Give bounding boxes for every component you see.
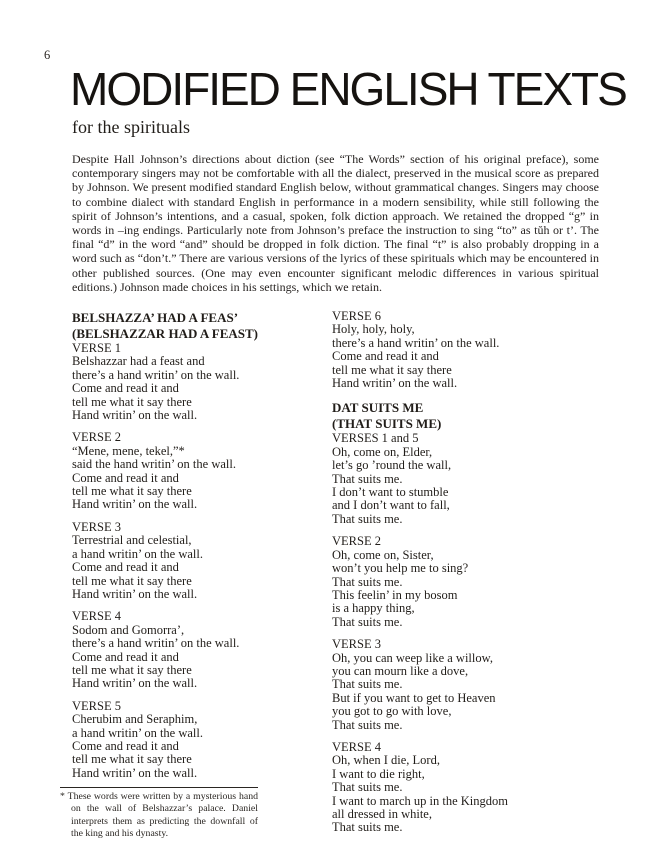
page-number: 6 — [44, 48, 51, 62]
verse-label: VERSE 3 — [332, 637, 381, 652]
lyric-line: That suits me. — [332, 677, 403, 692]
lyric-line: That suits me. — [332, 511, 403, 526]
lyric-line: That suits me. — [332, 717, 403, 732]
lyric-line: I want to march up in the Kingdom — [332, 793, 509, 808]
lyric-line: all dressed in white, — [332, 807, 432, 821]
song-title-line: (BELSHAZZAR HAD A FEAST) — [72, 326, 259, 341]
verse-label: VERSE 4 — [332, 739, 381, 754]
lyric-line: a hand writin’ on the wall. — [72, 725, 203, 740]
lyrics-column-right — [332, 310, 604, 840]
lyric-line: Oh, come on, Elder, — [332, 444, 433, 459]
intro-paragraph: Despite Hall Johnson’s directions about diction (see “The Words” section of his original preface), some contemporary singers may not be comfortable with all the dialect, preserved in the musical score as prepared by Johnson. We present modified standard English below, without grammatical changes. Singers may choose to combine dialect with standard English in performance in a modern sensibility, while still following the spirit of Johnson’s intentions, and a casual, spoken, folk diction approach. We retained the dropped “g” in words in –ing endings. Particularly note from Johnson’s preface the instruction to sing “to” as tŭh or t’. The final “d” in the word “and” should be dropped in folk diction. The final “t” is also probably dropping in a word such as “don’t.” There are various versions of the lyrics of these spirituals which may be encountered in other published sources. (One may even encounter significant melodic differences in various spiritual editions.) Johnson made choices in his settings, which we retain. — [72, 152, 599, 294]
lyric-line: Come and read it and — [72, 560, 179, 575]
verse — [332, 638, 604, 732]
page-subtitle: for the spirituals — [72, 117, 190, 137]
verse — [332, 535, 604, 629]
lyrics-column-left — [60, 310, 332, 840]
verse-label: VERSE 5 — [72, 698, 121, 713]
lyric-line: Hand writin’ on the wall. — [72, 497, 198, 512]
lyric-line: let’s go ’round the wall, — [332, 458, 452, 473]
footnote-divider — [60, 787, 258, 788]
verse — [332, 741, 604, 835]
song-title — [72, 310, 332, 342]
lyric-line: tell me what it say there — [72, 394, 192, 409]
lyric-line: and I don’t want to fall, — [332, 498, 450, 513]
lyric-line: Oh, come on, Sister, — [332, 547, 434, 562]
footnote — [60, 787, 258, 840]
lyric-line: That suits me. — [332, 614, 403, 629]
lyric-line: there’s a hand writin’ on the wall. — [72, 367, 240, 382]
verse — [332, 310, 604, 390]
lyric-line: tell me what it say there — [72, 573, 192, 588]
verse-label: VERSE 3 — [72, 519, 121, 534]
verse — [72, 610, 332, 690]
lyrics-columns — [60, 309, 604, 840]
page-title: MODIFIED ENGLISH TEXTS — [70, 63, 626, 115]
lyric-line: That suits me. — [332, 820, 403, 835]
lyric-line: a hand writin’ on the wall. — [72, 546, 203, 561]
lyric-line: “Mene, mene, tekel,”* — [72, 443, 185, 458]
lyric-line: Sodom and Gomorra’, — [72, 622, 185, 637]
lyric-line: Come and read it and — [72, 381, 179, 396]
lyric-line: Oh, when I die, Lord, — [332, 753, 440, 768]
lyric-line: you got to go with love, — [332, 704, 452, 719]
verse-label: VERSE 2 — [332, 534, 381, 549]
lyric-line: Belshazzar had a feast and — [72, 354, 205, 369]
verse — [332, 432, 604, 526]
lyric-line: Cherubim and Seraphim, — [72, 712, 198, 727]
lyric-line: tell me what it say there — [72, 752, 192, 767]
verse — [72, 521, 332, 601]
lyric-line: tell me what it say there — [72, 484, 192, 499]
lyric-line: That suits me. — [332, 471, 403, 486]
verse — [72, 342, 332, 422]
lyric-line: said the hand writin’ on the wall. — [72, 457, 236, 472]
lyric-line: is a happy thing, — [332, 601, 415, 616]
song-title — [332, 400, 604, 432]
lyric-line: Hand writin’ on the wall. — [72, 408, 198, 423]
lyric-line: But if you want to get to Heaven — [332, 690, 496, 705]
verse-label: VERSE 6 — [332, 309, 381, 323]
lyric-line: Hand writin’ on the wall. — [72, 586, 198, 601]
lyric-line: there’s a hand writin’ on the wall. — [332, 335, 500, 350]
lyric-line: Come and read it and — [72, 649, 179, 664]
lyric-line: I want to die right, — [332, 766, 425, 781]
lyric-line: Holy, holy, holy, — [332, 322, 415, 337]
lyric-line: That suits me. — [332, 574, 403, 589]
song-title-line: (THAT SUITS ME) — [332, 416, 442, 432]
lyric-line: Come and read it and — [72, 470, 179, 485]
lyric-line: This feelin’ in my bosom — [332, 587, 458, 602]
lyric-line: Terrestrial and celestial, — [72, 533, 192, 548]
lyric-line: That suits me. — [332, 780, 403, 795]
lyric-line: tell me what it say there — [332, 362, 452, 377]
lyric-line: Come and read it and — [72, 738, 179, 753]
verse — [72, 700, 332, 780]
verse — [72, 431, 332, 511]
verse-label: VERSE 1 — [72, 341, 121, 355]
lyric-line: tell me what it say there — [72, 662, 192, 677]
lyric-line: I don’t want to stumble — [332, 485, 449, 500]
lyric-line: Oh, you can weep like a willow, — [332, 650, 493, 665]
lyric-line: there’s a hand writin’ on the wall. — [72, 636, 240, 651]
song-title-line: DAT SUITS ME — [332, 400, 424, 416]
footnote-text: * These words were written by a mysterious hand on the wall of Belshazzar’s palace. Daniel interprets them as predicting the downfall of the king and his dynasty. — [60, 791, 258, 839]
lyric-line: Come and read it and — [332, 349, 439, 364]
verse-label: VERSE 2 — [72, 430, 121, 445]
lyric-line: won’t you help me to sing? — [332, 561, 469, 576]
verse-label: VERSES 1 and 5 — [332, 431, 419, 446]
lyric-line: Hand writin’ on the wall. — [332, 376, 458, 391]
lyric-line: Hand writin’ on the wall. — [72, 765, 198, 780]
lyric-line: Hand writin’ on the wall. — [72, 676, 198, 691]
lyric-line: you can mourn like a dove, — [332, 663, 469, 678]
song-title-line: BELSHAZZA’ HAD A FEAS’ — [72, 310, 239, 325]
verse-label: VERSE 4 — [72, 609, 121, 624]
